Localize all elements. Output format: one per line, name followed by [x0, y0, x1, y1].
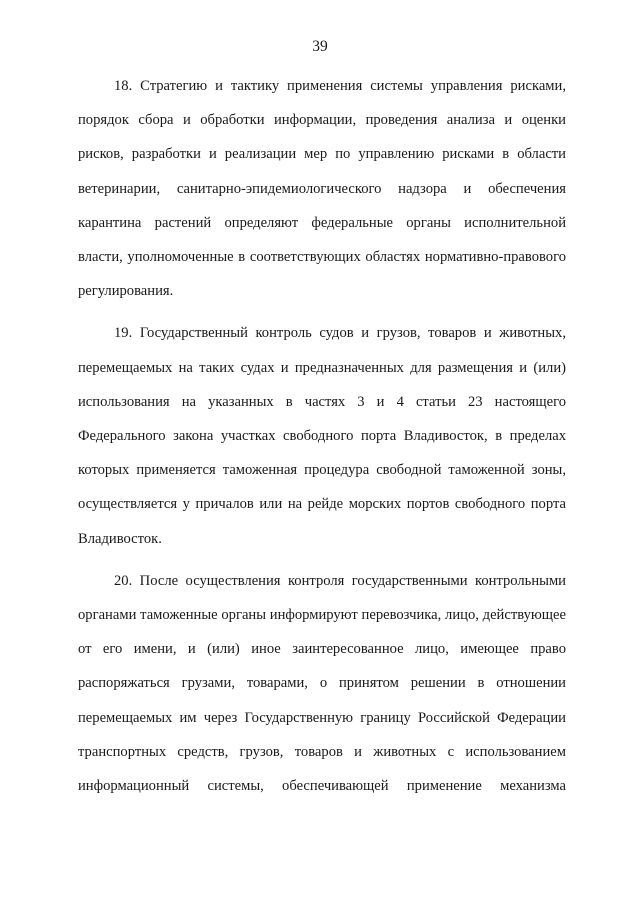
paragraph-19: 19. Государственный контроль судов и грузов, товаров и животных, перемещаемых на таких судах и предназначенных для размещения и (или) использования на указанных в частях 3 и 4 статьи 23 настоящего Федерального закона участках свободного порта Владивосток, в пределах которых применяется таможенная процедура свободной таможенной зоны, осуществляется у причалов или на рейде морских портов свободного порта Владивосток. — [78, 325, 566, 547]
document-body — [78, 69, 566, 803]
paragraph-18: 18. Стратегию и тактику применения системы управления рисками, порядок сбора и обработки информации, проведения анализа и оценки рисков, разработки и реализации мер по управлению рисками в области ветеринарии, санитарно-эпидемиологического надзора и обеспечения карантина растений определяют федеральные органы исполнительной власти, уполномоченные в соответствующих областях нормативно-правового регулирования. — [78, 78, 566, 300]
page-number: 39 — [312, 38, 328, 55]
paragraph-20: 20. После осуществления контроля государственными контрольными органами таможенные органы информируют перевозчика, лицо, действующее от его имени, и (или) иное заинтересованное лицо, имеющее право распоряжаться грузами, товарами, о принятом решении в отношении перемещаемых им через Государственную границу Российской Федерации транспортных средств, грузов, товаров и животных с использованием информационный системы, обеспечивающей применение механизма — [78, 572, 566, 795]
